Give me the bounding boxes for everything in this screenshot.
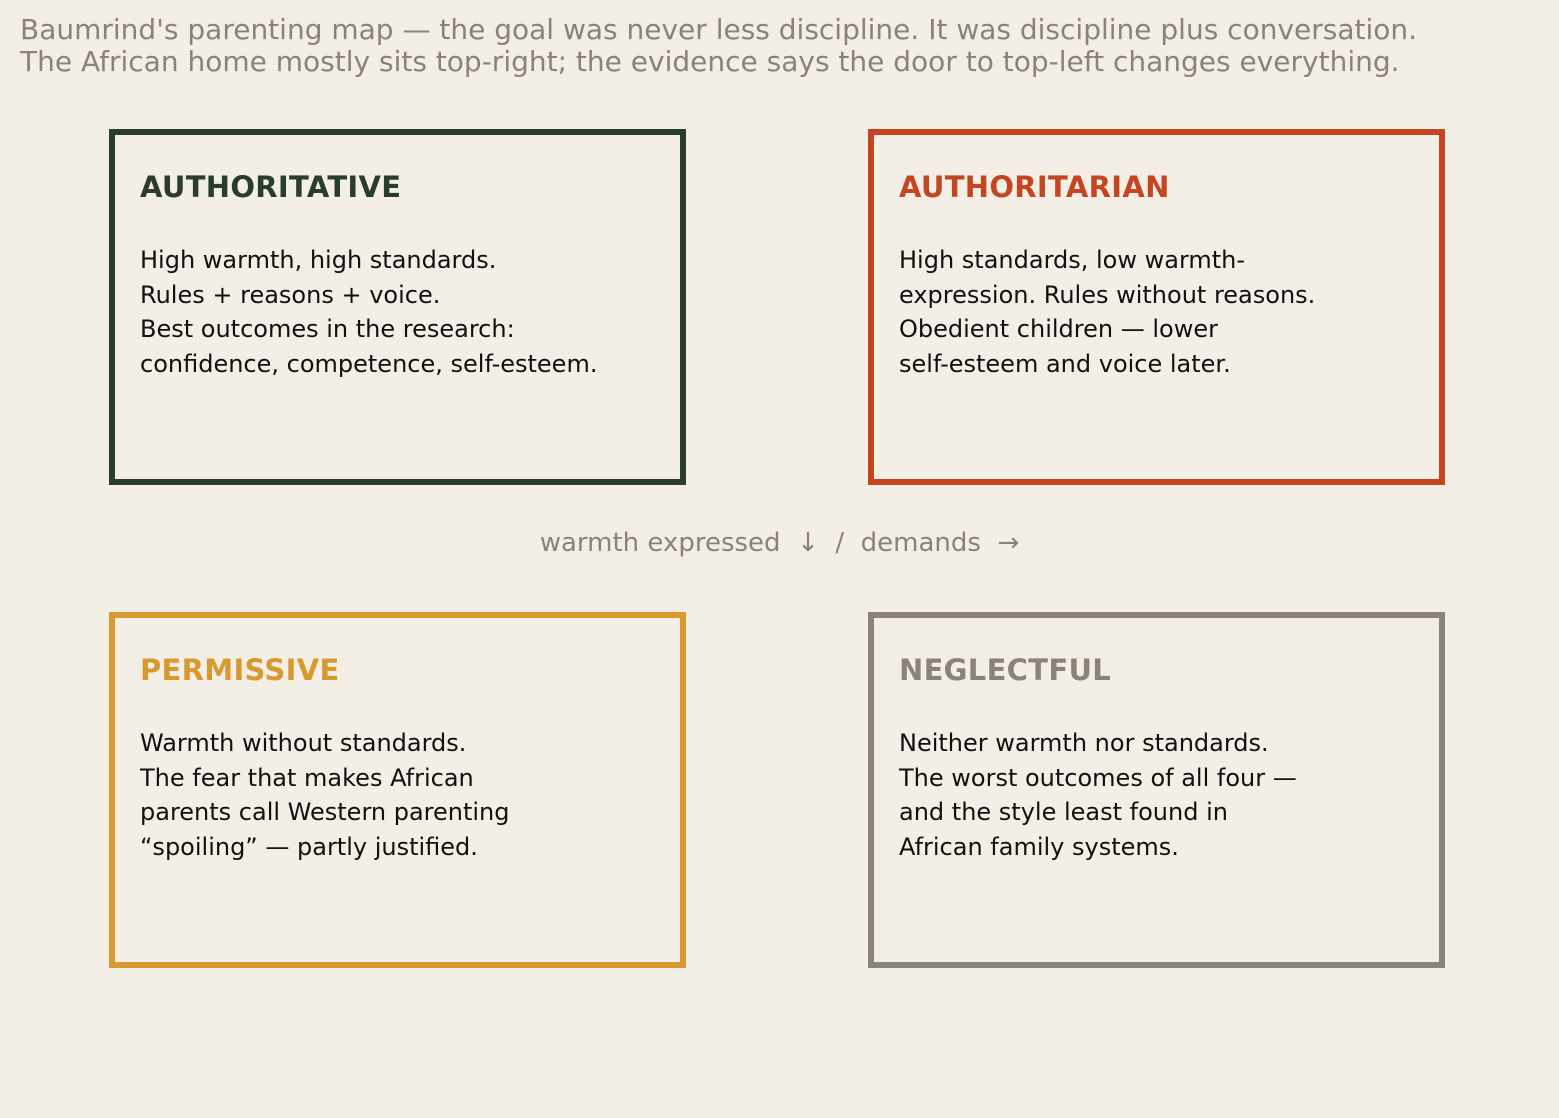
permissive-description [140,726,680,865]
authoritative-description [140,243,680,382]
authoritarian-title: AUTHORITARIAN [899,170,1170,204]
authoritarian-description [899,243,1439,382]
header-line-2: The African home mostly sits top-right; the evidence says the door to top-left changes everything. [20,45,1400,78]
permissive-line: Warmth without standards. [140,729,467,757]
neglectful-line: and the style least found in [899,798,1228,827]
quadrant-authoritarian [868,129,1445,485]
quadrant-authoritative [109,129,686,485]
permissive-line: parents call Western parenting [140,798,510,827]
quadrant-permissive [109,612,686,968]
authoritarian-line: expression. Rules without reasons. [899,280,1316,309]
axis-note: warmth expressed ↓ / demands → [539,528,1020,558]
authoritative-line: High warmth, high standards. [140,246,497,274]
authoritative-line: Rules + reasons + voice. [140,280,441,309]
authoritarian-line: High standards, low warmth- [899,246,1246,274]
authoritarian-line: self-esteem and voice later. [899,350,1231,379]
header-line-1: Baumrind's parenting map — the goal was never less discipline. It was discipline plus conversation. [20,13,1418,46]
neglectful-description [899,726,1439,865]
authoritarian-line: Obedient children — lower [899,315,1218,344]
authoritative-line: Best outcomes in the research: [140,315,515,344]
permissive-title: PERMISSIVE [140,653,340,687]
page-header [20,14,1417,78]
authoritative-title: AUTHORITATIVE [140,170,402,204]
quadrant-neglectful [868,612,1445,968]
neglectful-line: Neither warmth nor standards. [899,729,1269,757]
authoritative-line: confidence, competence, self-esteem. [140,350,598,379]
neglectful-line: African family systems. [899,833,1179,862]
neglectful-title: NEGLECTFUL [899,653,1112,687]
permissive-line: The fear that makes African [140,763,474,792]
neglectful-line: The worst outcomes of all four — [899,763,1297,792]
permissive-line: “spoiling” — partly justified. [140,833,478,862]
